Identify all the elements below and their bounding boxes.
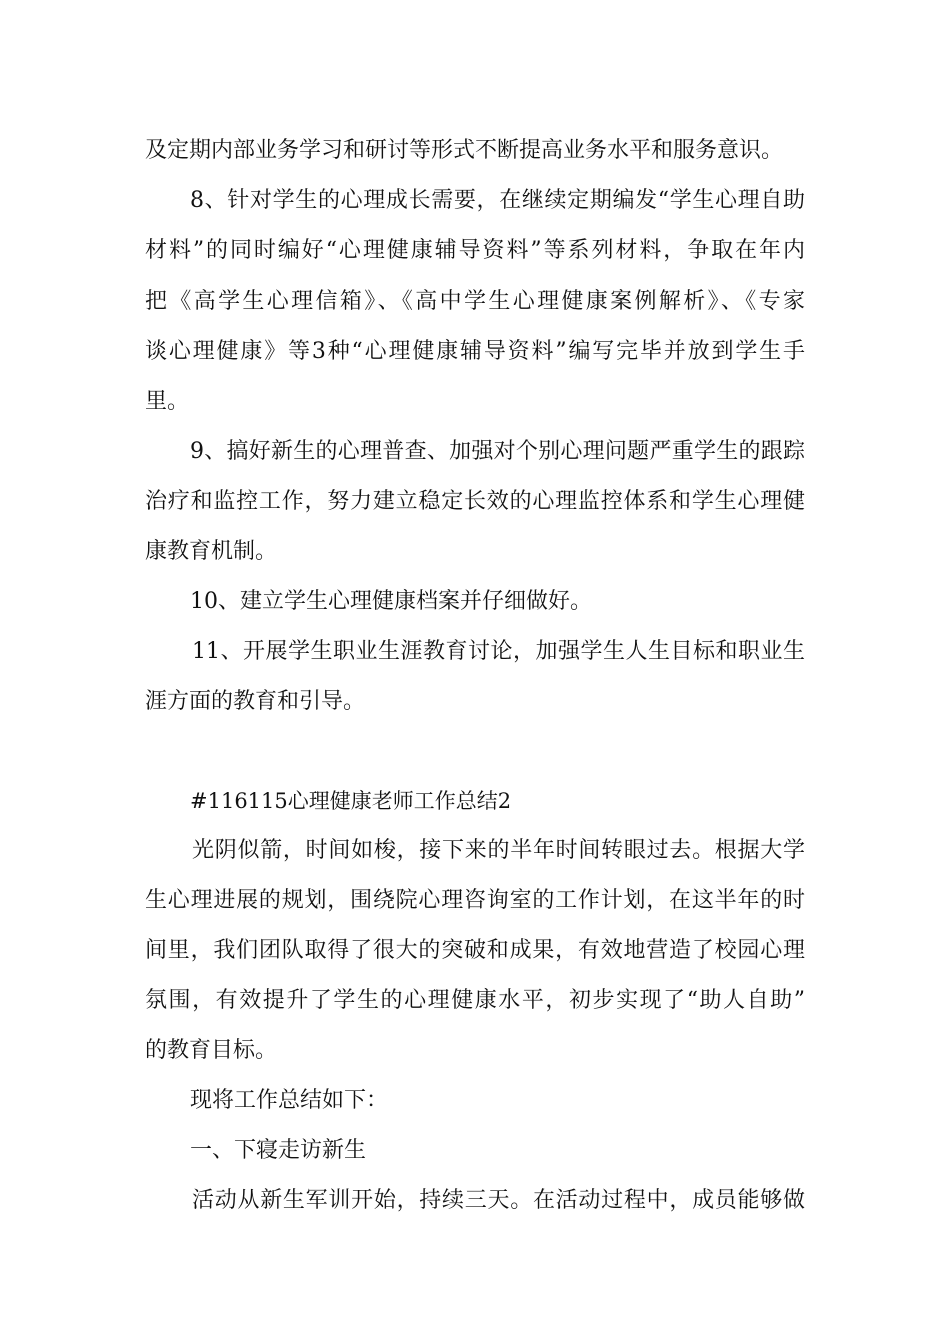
- paragraph-line: 氛围，有效提升了学生的心理健康水平，初步实现了“助人自助”: [145, 988, 805, 1013]
- paragraph-line: 8、针对学生的心理成长需要，在继续定期编发“学生心理自助: [190, 188, 805, 213]
- paragraph-line: 现将工作总结如下：: [190, 1088, 389, 1113]
- paragraph-line: 9、搞好新生的心理普查、加强对个别心理问题严重学生的跟踪: [190, 439, 805, 464]
- paragraph-line: 10、建立学生心理健康档案并仔细做好。: [190, 589, 592, 614]
- paragraph-line: 生心理进展的规划，围绕院心理咨询室的工作计划，在这半年的时: [145, 888, 805, 913]
- paragraph-line: 间里，我们团队取得了很大的突破和成果，有效地营造了校园心理: [145, 938, 805, 963]
- paragraph-line: 活动从新生军训开始，持续三天。在活动过程中，成员能够做: [192, 1188, 805, 1213]
- paragraph-line: 里。: [145, 389, 190, 414]
- paragraph-line: 谈心理健康》等3种“心理健康辅导资料”编写完毕并放到学生手: [145, 339, 805, 364]
- subheading: 一、下寝走访新生: [190, 1138, 367, 1163]
- paragraph-line: 及定期内部业务学习和研讨等形式不断提高业务水平和服务意识。: [145, 138, 784, 163]
- paragraph-line: 的教育目标。: [145, 1038, 278, 1063]
- paragraph-line: 光阴似箭，时间如梭，接下来的半年时间转眼过去。根据大学: [192, 838, 805, 863]
- paragraph-line: 材料”的同时编好“心理健康辅导资料”等系列材料，争取在年内: [145, 238, 805, 263]
- paragraph-line: 涯方面的教育和引导。: [145, 689, 366, 714]
- paragraph-line: 治疗和监控工作，努力建立稳定长效的心理监控体系和学生心理健: [145, 489, 805, 514]
- section-heading: #116115心理健康老师工作总结2: [190, 789, 512, 813]
- paragraph-line: 康教育机制。: [145, 539, 278, 564]
- paragraph-line: 把《高学生心理信箱》、《高中学生心理健康案例解析》、《专家: [145, 289, 805, 314]
- paragraph-line: 11、开展学生职业生涯教育讨论，加强学生人生目标和职业生: [192, 639, 805, 664]
